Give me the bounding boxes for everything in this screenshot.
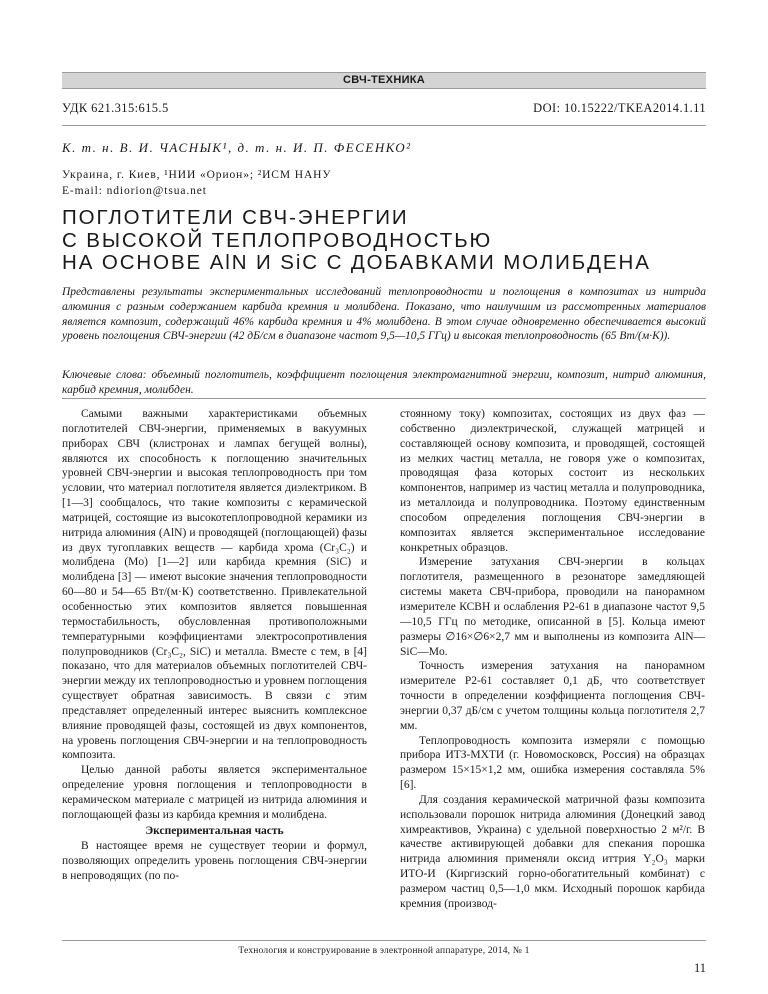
paragraph: Самыми важными характеристиками объемных поглотителей СВЧ-энергии, применяемых в вакуумных приборах СВЧ (клистронах и лампах бегущей волны), являются их способность к поглощению значительных уровней СВЧ-энергии и высокая теплопроводность при том условии, что материал поглотителя является диэлектриком. В [1—3] сообщалось, что такие композиты с керамической матрицей, состоящие из высокотеплопроводной керамики из нитрида алюминия (AlN) и проводящей (поглощающей) фазы из двух тугоплавких веществ — карбида хрома (Cr₃C₂) и молибдена (Mo) [1—2] или карбида кремния (SiC) и молибдена [3] — имеют высокие значения теплопроводности 60—80 и 54—65 Вт/(м·К) соответственно. Привлекательной особенностью этих композитов является повышенная термостабильность, обусловленная противоположными температурными коэффициентами электросопротивления полупроводников (Cr₃C₂, SiC) и металла. Вместе с тем, в [4] показано, что для материалов объемных поглотителей СВЧ-энергии между их теплопроводностью и уровнем поглощения существует обратная зависимость. В связи с этим представляет определенный интерес выяснить комплексное влияние проводящей фазы, состоящей из двух компонентов, на уровень поглощения СВЧ-энергии и на теплопроводность композита. (62, 408, 367, 762)
paragraph: Точность измерения затухания на панорамном измерителе Р2-61 составляет 0,1 дБ, что соответствует точности в определении коэффициента поглощения СВЧ-энергии 0,37 дБ/см с учетом толщины кольца поглотителя 2,7 мм. (400, 660, 705, 732)
journal-footer: Технология и конструирование в электронной аппаратуре, 2014, № 1 (238, 946, 530, 956)
article-title (62, 207, 651, 275)
footer-divider (62, 940, 706, 941)
section-heading: Экспериментальная часть (145, 824, 284, 837)
doi-link[interactable]: DOI: 10.15222/TKEA2014.1.11 (533, 101, 706, 115)
abstract-divider (62, 398, 706, 399)
header-divider (62, 125, 706, 126)
title-line-1: ПОГЛОТИТЕЛИ СВЧ-ЭНЕРГИИ (62, 206, 409, 229)
title-line-3: НА ОСНОВЕ AlN И SiC С ДОБАВКАМИ МОЛИБДЕНА (62, 251, 651, 274)
title-line-2: С ВЫСОКОЙ ТЕПЛОПРОВОДНОСТЬЮ (62, 228, 493, 252)
udk-code: УДК 621.315:615.5 (62, 101, 169, 115)
paragraph: Измерение затухания СВЧ-энергии в кольцах поглотителя, размещенного в резонаторе замедляющей системы макета СВЧ-прибора, проводили на панорамном измерителе КСВН и ослабления Р2-61 в диапазоне частот 9,5—10,5 ГГц по методике, описанной в [5]. Кольца имеют размеры ∅16×∅6×2,7 мм и выполнены из композита AlN—SiC—Mo. (400, 556, 705, 658)
section-header-band: СВЧ-ТЕХНИКА (62, 72, 706, 89)
paragraph: стоянному току) композитах, состоящих из двух фаз — собственно диэлектрической, служащей матрицей и составляющей основу композита, и проводящей, состоящей из мелких частиц металла, не говоря уже о композитах, проводящая фаза которых состоит из нескольких компонентов, например из частиц металла и полупроводника, из металлоида и полупроводника. Поэтому единственным способом определения поглощения СВЧ-энергии в композитах является экспериментальное исследование конкретных образцов. (400, 408, 705, 554)
keywords: Ключевые слова: объемный поглотитель, коэффициент поглощения электромагнитной энергии, композит, нитрид алюминия, карбид кремния, молибден. (62, 369, 706, 396)
paragraph: Теплопроводность композита измеряли с помощью прибора ИТЗ-МХТИ (г. Новомосковск, Россия) на образцах размером 15×15×1,2 мм, ошибка измерения составляла 5% [6]. (400, 734, 705, 792)
authors: К. т. н. В. И. ЧАСНЫК¹, д. т. н. И. П. ФЕСЕНКО² (62, 140, 412, 155)
left-column (62, 407, 367, 884)
right-column (400, 407, 705, 912)
affiliation (62, 168, 331, 199)
paragraph: Целью данной работы является экспериментальное определение уровня поглощения и теплопроводности в керамическом материале с матрицей из нитрида алюминия и поглощающей фазы из карбида кремния и молибдена. (62, 764, 367, 821)
paragraph: Для создания керамической матричной фазы композита использовали порошок нитрида алюминия (Донецкий завод химреактивов, Украина) с удельной поверхностью 2 м²/г. В качестве активирующей добавки для спекания порошка нитрида алюминия применяли оксид иттрия Y₂O₃ марки ИТО-И (Киргизский горно-обогатительный комбинат) с размером частиц 0,5—1,0 мкм. Исходный порошок карбида кремния (производ- (400, 793, 705, 910)
affiliation-email[interactable]: E-mail: ndiorion@tsua.net (62, 184, 207, 197)
affiliation-place: Украина, г. Киев, ¹НИИ «Орион»; ²ИСМ НАНУ (62, 169, 332, 181)
abstract: Представлены результаты экспериментальных исследований теплопроводности и поглощения в композитах из нитрида алюминия с разным содержанием карбида кремния и молибдена. Показано, что наилучшим из рассмотренных материалов является композит, содержащий 46% карбида кремния и 4% молибдена. В этом случае одновременно обеспечивается высокий уровень поглощения СВЧ-энергии (42 дБ/см в диапазоне частот 9,5—10,5 ГГц) и высокая теплопроводность (65 Вт/(м·К)). (62, 286, 706, 343)
paragraph: В настоящее время не существует теории и формул, позволяющих определить уровень поглощения СВЧ-энергии в непроводящих (по по- (62, 840, 367, 883)
page-number: 11 (693, 961, 706, 975)
